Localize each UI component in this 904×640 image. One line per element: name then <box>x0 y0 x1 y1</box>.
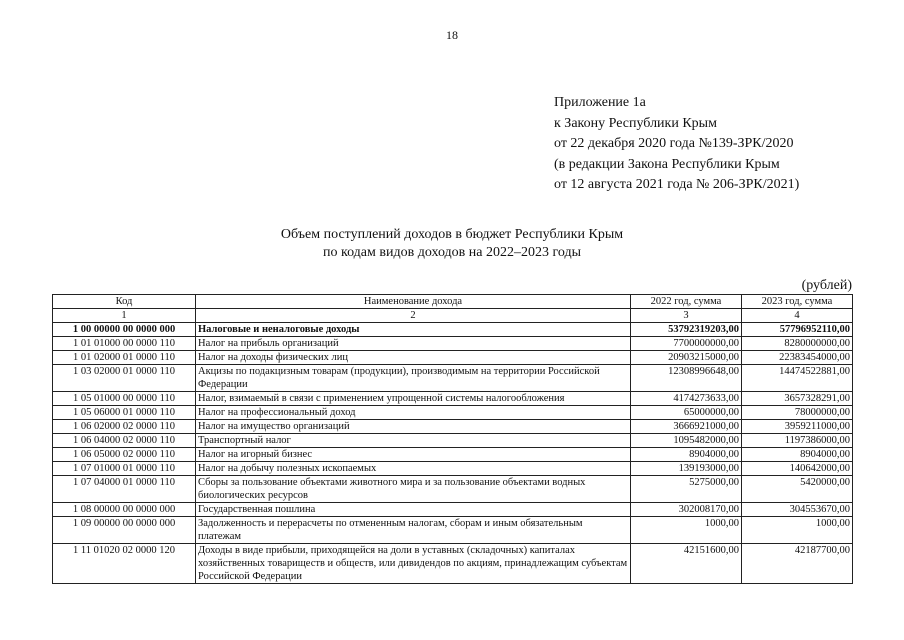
amount-2022: 7700000000,00 <box>631 337 742 351</box>
income-name: Сборы за пользование объектами животного мира и за пользование объектами водных биологических ресурсов <box>196 476 631 503</box>
amount-2023: 3657328291,00 <box>742 392 853 406</box>
units-label: (рублей) <box>801 278 852 293</box>
income-code: 1 06 02000 02 0000 110 <box>53 420 196 434</box>
table-row <box>53 448 853 462</box>
income-name: Налог на профессиональный доход <box>196 406 631 420</box>
amount-2023: 78000000,00 <box>742 406 853 420</box>
income-code: 1 03 02000 01 0000 110 <box>53 365 196 392</box>
amount-2022: 4174273633,00 <box>631 392 742 406</box>
income-name: Задолженность и перерасчеты по отмененным налогам, сборам и иным обязательным платежам <box>196 517 631 544</box>
income-name: Транспортный налог <box>196 434 631 448</box>
income-code: 1 11 01020 02 0000 120 <box>53 544 196 584</box>
table-row <box>53 337 853 351</box>
table-row <box>53 406 853 420</box>
column-number: 3 <box>631 309 742 323</box>
income-code: 1 00 00000 00 0000 000 <box>53 323 196 337</box>
income-code: 1 08 00000 00 0000 000 <box>53 503 196 517</box>
amount-2023: 42187700,00 <box>742 544 853 584</box>
amount-2022: 20903215000,00 <box>631 351 742 365</box>
table-row <box>53 476 853 503</box>
appendix-line: от 12 августа 2021 года № 206-ЗРК/2021) <box>554 177 800 192</box>
income-name: Налог, взимаемый в связи с применением упрощенной системы налогообложения <box>196 392 631 406</box>
table-row <box>53 392 853 406</box>
appendix-line: от 22 декабря 2020 года №139-ЗРК/2020 <box>554 136 794 151</box>
amount-2023: 5420000,00 <box>742 476 853 503</box>
table-row <box>53 420 853 434</box>
table-row <box>53 517 853 544</box>
income-name: Налог на добычу полезных ископаемых <box>196 462 631 476</box>
income-name: Налог на прибыль организаций <box>196 337 631 351</box>
table-row <box>53 434 853 448</box>
amount-2022: 302008170,00 <box>631 503 742 517</box>
appendix-line: (в редакции Закона Республики Крым <box>554 156 780 172</box>
amount-2022: 8904000,00 <box>631 448 742 462</box>
table-row <box>53 503 853 517</box>
income-code: 1 01 01000 00 0000 110 <box>53 337 196 351</box>
column-number: 1 <box>53 309 196 323</box>
income-name: Налог на доходы физических лиц <box>196 351 631 365</box>
amount-2022: 12308996648,00 <box>631 365 742 392</box>
page-number: 18 <box>446 28 458 42</box>
income-name: Акцизы по подакцизным товарам (продукции), производимым на территории Российской Федерации <box>196 365 631 392</box>
income-code: 1 09 00000 00 0000 000 <box>53 517 196 544</box>
title-line: по кодам видов доходов на 2022–2023 годы <box>322 245 581 260</box>
amount-2022: 3666921000,00 <box>631 420 742 434</box>
amount-2022: 65000000,00 <box>631 406 742 420</box>
income-code: 1 05 06000 01 0000 110 <box>53 406 196 420</box>
appendix-line: Приложение 1а <box>554 95 646 110</box>
amount-2022: 1095482000,00 <box>631 434 742 448</box>
income-table <box>52 294 853 584</box>
appendix-line: к Закону Республики Крым <box>554 115 717 131</box>
amount-2023: 8904000,00 <box>742 448 853 462</box>
column-numbering-row <box>53 309 853 323</box>
amount-2023: 304553670,00 <box>742 503 853 517</box>
amount-2022: 5275000,00 <box>631 476 742 503</box>
header-name: Наименование дохода <box>196 295 631 309</box>
header-code: Код <box>53 295 196 309</box>
amount-2023: 140642000,00 <box>742 462 853 476</box>
income-code: 1 07 01000 01 0000 110 <box>53 462 196 476</box>
table-row <box>53 365 853 392</box>
table-row <box>53 323 853 337</box>
amount-2023: 1197386000,00 <box>742 434 853 448</box>
amount-2022: 139193000,00 <box>631 462 742 476</box>
income-code: 1 01 02000 01 0000 110 <box>53 351 196 365</box>
amount-2023: 8280000000,00 <box>742 337 853 351</box>
amount-2023: 57796952110,00 <box>742 323 853 337</box>
table-row <box>53 462 853 476</box>
income-code: 1 06 04000 02 0000 110 <box>53 434 196 448</box>
income-code: 1 05 01000 00 0000 110 <box>53 392 196 406</box>
amount-2022: 1000,00 <box>631 517 742 544</box>
income-name: Налог на имущество организаций <box>196 420 631 434</box>
document-title <box>0 226 904 262</box>
amount-2023: 22383454000,00 <box>742 351 853 365</box>
table-row <box>53 544 853 584</box>
amount-2023: 3959211000,00 <box>742 420 853 434</box>
amount-2022: 42151600,00 <box>631 544 742 584</box>
amount-2023: 1000,00 <box>742 517 853 544</box>
income-name: Налоговые и неналоговые доходы <box>196 323 631 337</box>
table-header-row <box>53 295 853 309</box>
income-name: Доходы в виде прибыли, приходящейся на доли в уставных (складочных) капиталах хозяйственных товариществ и обществ, или дивидендов по акциям, принадлежащим субъектам Российской Федерации <box>196 544 631 584</box>
title-line: Объем поступлений доходов в бюджет Республики Крым <box>280 227 624 242</box>
income-name: Государственная пошлина <box>196 503 631 517</box>
column-number: 4 <box>742 309 853 323</box>
amount-2023: 14474522881,00 <box>742 365 853 392</box>
header-2023: 2023 год, сумма <box>742 295 853 309</box>
column-number: 2 <box>196 309 631 323</box>
income-code: 1 06 05000 02 0000 110 <box>53 448 196 462</box>
income-code: 1 07 04000 01 0000 110 <box>53 476 196 503</box>
appendix-note <box>554 93 799 196</box>
header-2022: 2022 год, сумма <box>631 295 742 309</box>
income-name: Налог на игорный бизнес <box>196 448 631 462</box>
table-row <box>53 351 853 365</box>
amount-2022: 53792319203,00 <box>631 323 742 337</box>
